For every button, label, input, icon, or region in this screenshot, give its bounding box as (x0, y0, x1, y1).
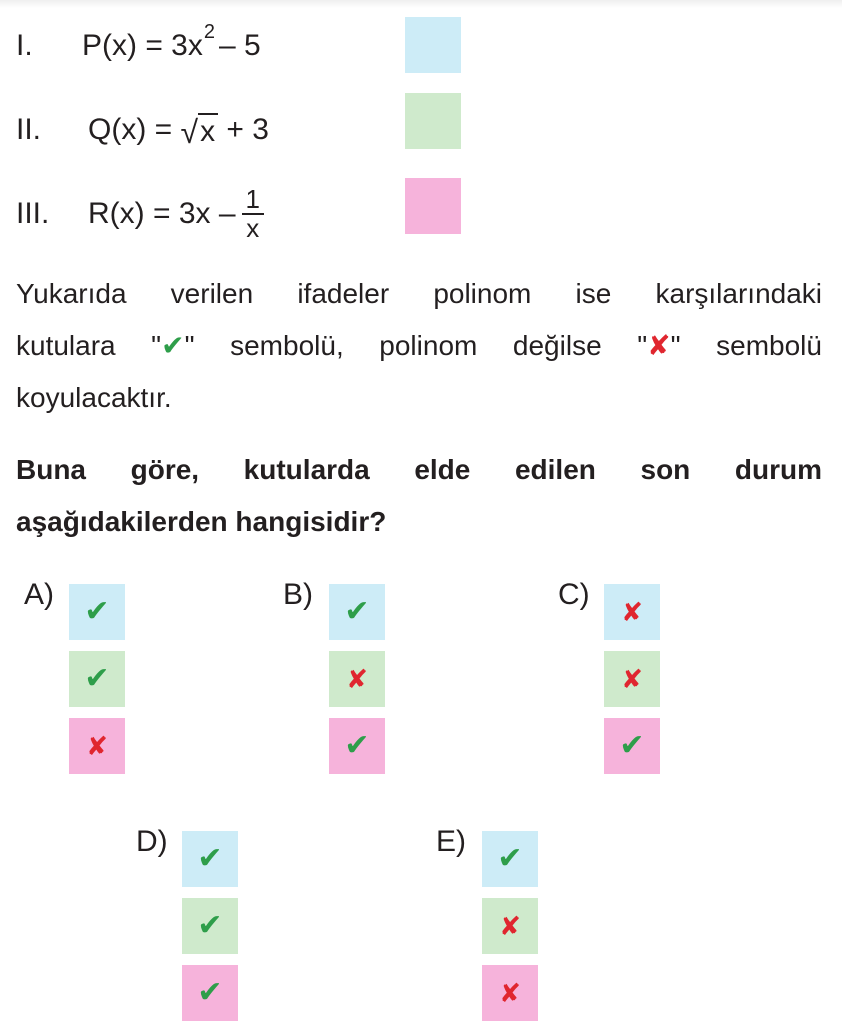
option-a-label[interactable]: A) (24, 578, 54, 611)
option-c-mark-3: ✔ (619, 729, 645, 762)
formula-q-lhs: Q(x) = (88, 113, 181, 146)
option-b-mark-3: ✔ (344, 729, 370, 762)
fraction-denominator: x (246, 213, 260, 243)
option-c-label[interactable]: C) (558, 578, 590, 611)
cross-icon: ✘ (647, 330, 671, 361)
roman-numeral-ii: II. (16, 113, 42, 146)
option-c-box-1 (604, 584, 660, 640)
option-d-box-1 (182, 831, 238, 887)
option-b-box-2 (329, 651, 385, 707)
option-b-label[interactable]: B) (283, 578, 313, 611)
formula-p-exponent: 2 (203, 20, 215, 43)
formula-q-rhs: + 3 (218, 113, 269, 146)
option-e-mark-3: ✘ (499, 978, 521, 1008)
question-line-1: Buna göre, kutularda elde edilen son durum (16, 454, 822, 485)
option-e-label[interactable]: E) (436, 825, 466, 858)
formula-q (88, 113, 269, 148)
option-b-box-3 (329, 718, 385, 774)
instruction-line-2-b: " sembolü, polinom değilse " (184, 330, 648, 361)
option-a-mark-2: ✔ (84, 662, 110, 695)
option-d-box-2 (182, 898, 238, 954)
option-c-box-3 (604, 718, 660, 774)
fraction (242, 183, 264, 243)
formula-p-lhs: P(x) = 3x (82, 29, 203, 62)
roman-numeral-iii: III. (16, 197, 50, 230)
formula-r (88, 183, 264, 243)
answer-box-iii[interactable] (405, 178, 461, 234)
option-a-mark-1: ✔ (84, 595, 110, 628)
option-a-mark-3: ✘ (86, 731, 108, 761)
option-b-mark-1: ✔ (344, 595, 370, 628)
expression-i (16, 18, 261, 74)
instruction-line-2-a: kutulara " (16, 330, 162, 361)
formula-p-rhs: – 5 (219, 29, 261, 62)
check-icon: ✔ (161, 330, 185, 361)
option-e-box-3 (482, 965, 538, 1021)
option-d-box-3 (182, 965, 238, 1021)
radical-sign-icon: √ (180, 113, 199, 150)
option-a-box-1 (69, 584, 125, 640)
fraction-numerator: 1 (242, 186, 264, 215)
instruction-line-2-c: " sembolü (670, 330, 822, 361)
expression-iii (16, 182, 261, 246)
option-d-mark-3: ✔ (197, 976, 223, 1009)
option-e-mark-1: ✔ (497, 842, 523, 875)
instruction-line-3: koyulacaktır. (16, 382, 172, 413)
option-b-mark-2: ✘ (346, 664, 368, 694)
option-d-label[interactable]: D) (136, 825, 168, 858)
option-e-mark-2: ✘ (499, 911, 521, 941)
roman-numeral-i: I. (16, 29, 33, 62)
answer-box-ii[interactable] (405, 93, 461, 149)
answer-box-i[interactable] (405, 17, 461, 73)
question-line-2: aşağıdakilerden hangisidir? (16, 506, 387, 537)
option-c-mark-1: ✘ (621, 597, 643, 627)
option-d-mark-2: ✔ (197, 909, 223, 942)
expression-ii (16, 102, 269, 158)
formula-p (82, 20, 261, 63)
question-text (16, 444, 822, 548)
formula-q-radicand: x (198, 113, 218, 148)
option-b-box-1 (329, 584, 385, 640)
option-c-mark-2: ✘ (621, 664, 643, 694)
option-e-box-1 (482, 831, 538, 887)
square-root (181, 113, 219, 148)
option-c-box-2 (604, 651, 660, 707)
instruction-line-2 (16, 320, 822, 372)
option-d-mark-1: ✔ (197, 842, 223, 875)
top-shadow (0, 0, 842, 8)
option-e-box-2 (482, 898, 538, 954)
option-a-box-3 (69, 718, 125, 774)
instruction-line-1: Yukarıda verilen ifadeler polinom ise karşılarındaki (16, 278, 822, 309)
instruction-paragraph (16, 268, 822, 424)
option-a-box-2 (69, 651, 125, 707)
formula-r-lhs: R(x) = 3x – (88, 197, 236, 230)
